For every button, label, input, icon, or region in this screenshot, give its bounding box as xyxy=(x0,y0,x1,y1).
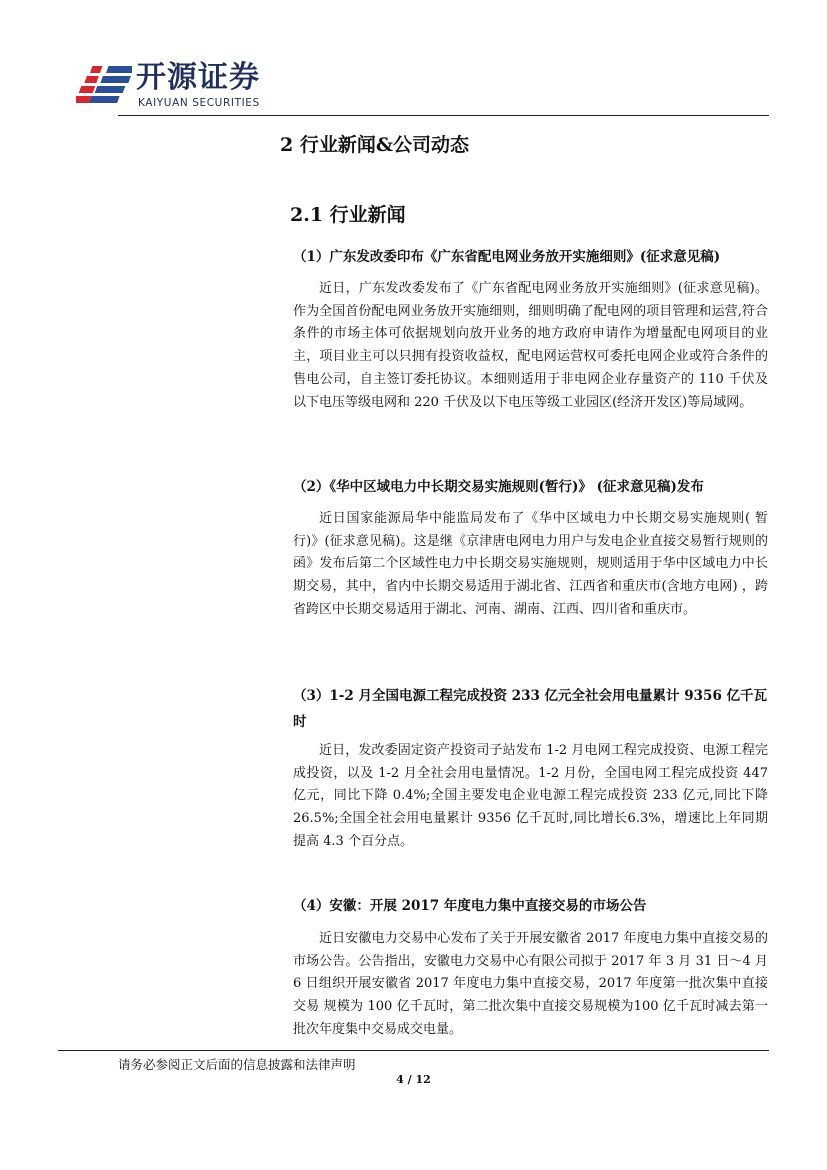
kaiyuan-logo-icon xyxy=(76,62,132,112)
company-logo xyxy=(76,60,276,114)
news-item-body: 近日，广东发改委发布了《广东省配电网业务放开实施细则》(征求意见稿)。作为全国首份配电网业务放开实施细则，细则明确了配电网的项目管理和运营,符合条件的市场主体可依据规划向放开业务的地方政府申请作为增量配电网项目的业主，项目业主可以只拥有投资收益权，配电网运营权可委托电网企业或符合条件的售电公司，自主签订委托协议。本细则适用于非电网企业存量资产的 110 千伏及以下电压等级电网和 220 千伏及以下电压等级工业园区(经济开发区)等局域网。 xyxy=(293,281,768,410)
news-item-body: 近日，发改委固定资产投资司子站发布 1-2 月电网工程完成投资、电源工程完成投资，以及 1-2 月全社会用电量情况。1-2 月份，全国电网工程完成投资 447 亿元，同比下降 0.4%;全国主要发电企业电源工程完成投资 233 亿元,同比下降 26.5%;全国全社会用电量累计 9356 亿千瓦时,同比增长6.3%，增速比上年同期提高 4.3 个百分点。 xyxy=(293,743,768,849)
news-item-title: （3）1-2 月全国电源工程完成投资 233 亿元全社会用电量累计 9356 亿千瓦时 xyxy=(293,688,768,730)
news-item-title: （2）《华中区域电力中长期交易实施规则(暂行)》 (征求意见稿)发布 xyxy=(293,479,704,495)
news-item-body: 近日安徽电力交易中心发布了关于开展安徽省 2017 年度电力集中直接交易的市场公告。公告指出，安徽电力交易中心有限公司拟于 2017 年 3 月 31 日～4 月 6 日组织开展安徽省 2017 年度电力集中直接交易，2017 年度第一批次集中直接交易 规模为 100 亿千瓦时，第二批次集中直接交易规模为100 亿千瓦时减去第一批次年度集中交易成交电量。 xyxy=(293,931,768,1037)
footer-disclaimer: 请务必参阅正文后面的信息披露和法律声明 xyxy=(118,1057,356,1072)
subsection-title: 2.1 行业新闻 xyxy=(290,204,406,226)
footer-divider xyxy=(58,1050,769,1051)
news-item-title: （4）安徽：开展 2017 年度电力集中直接交易的市场公告 xyxy=(293,898,647,914)
section-title: 2 行业新闻&公司动态 xyxy=(280,134,469,156)
news-item-body: 近日国家能源局华中能监局发布了《华中区域电力中长期交易实施规则( 暂行)》(征求意见稿)。这是继《京津唐电网电力用户与发电企业直接交易暂行规则的函》发布后第二个区域性电力中长期交易实施规则，规则适用于华中区域电力中长期交易，其中，省内中长期交易适用于湖北省、江西省和重庆市(含地方电网) ，跨省跨区中长期交易适用于湖北、河南、湖南、江西、四川省和重庆市。 xyxy=(293,511,768,617)
logo-en-text: KAIYUAN SECURITIES xyxy=(138,97,260,109)
news-item-title: （1）广东发改委印布《广东省配电网业务放开实施细则》(征求意见稿) xyxy=(293,249,721,265)
logo-cn-text: 开源证券 xyxy=(136,60,260,95)
header-divider xyxy=(118,115,769,116)
page-number: 4 / 12 xyxy=(396,1073,431,1086)
